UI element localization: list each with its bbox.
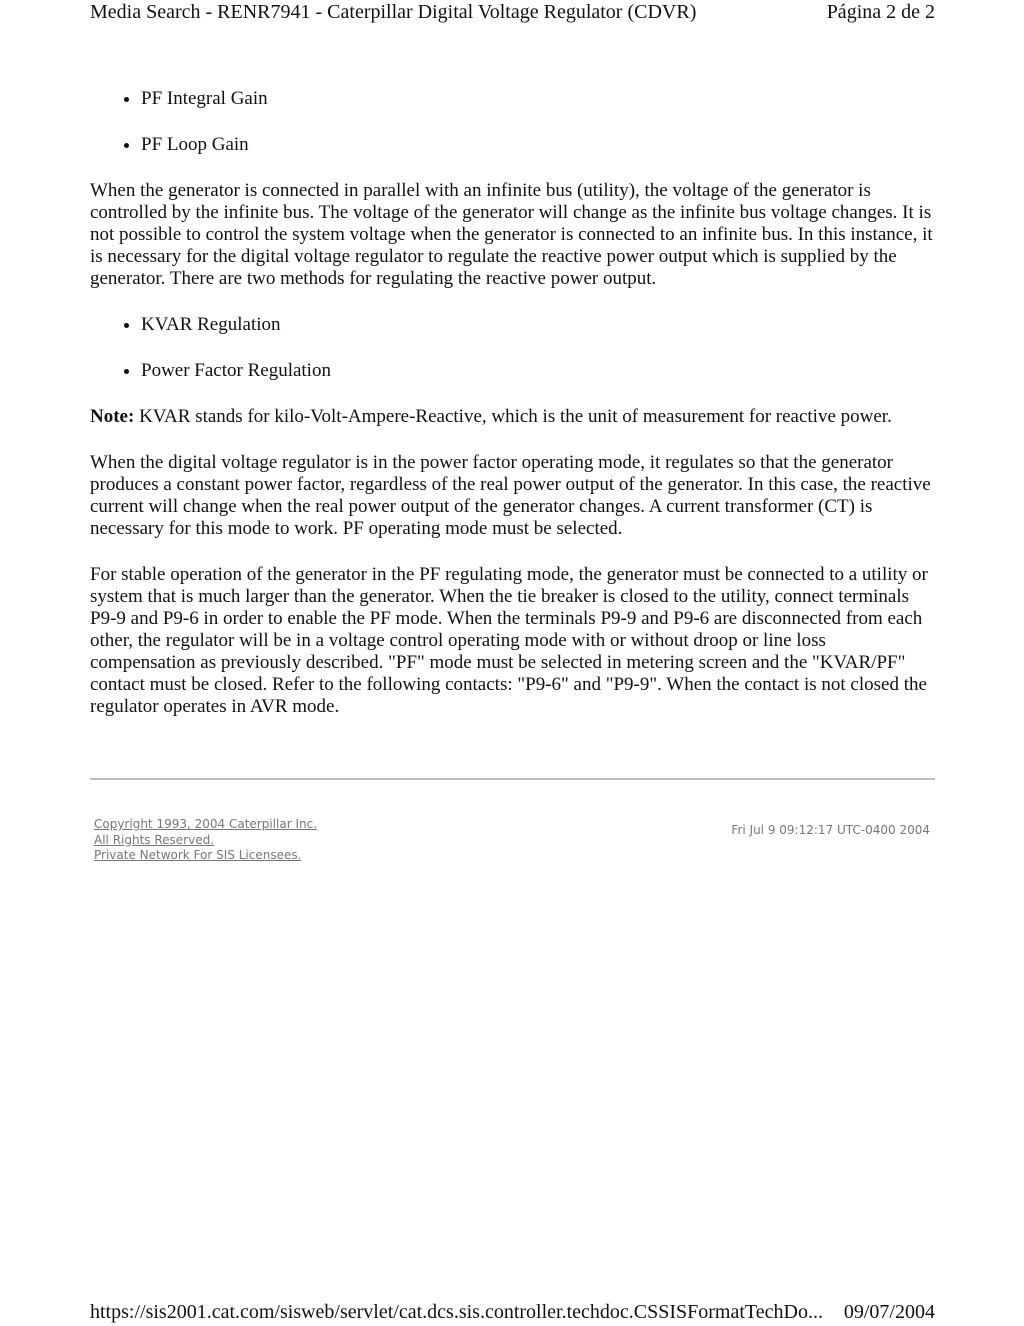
- note-text: KVAR stands for kilo-Volt-Ampere-Reactive, which is the unit of measurement for reactive power.: [134, 406, 892, 427]
- paragraph-power-factor-mode: When the digital voltage regulator is in the power factor operating mode, it regulates so that the generator produces a constant power factor, regardless of the real power output of the generator. In this case, the reactive current will change when the real power output of the generator changes. A current transformer (CT) is necessary for this mode to work. PF operating mode must be selected.: [90, 452, 931, 539]
- list-item: • Power Factor Regulation: [141, 360, 935, 382]
- page-number: Página 2 de 2: [826, 1, 935, 23]
- network-link[interactable]: Private Network For SIS Licensees.: [94, 848, 302, 862]
- list-item: • KVAR Regulation: [141, 314, 935, 336]
- list-item: • PF Integral Gain: [141, 88, 935, 110]
- paragraph-infinite-bus: When the generator is connected in parallel with an infinite bus (utility), the voltage of the generator is controlled by the infinite bus. The voltage of the generator will change as the infinite bus voltage changes. It is not possible to control the system voltage when the generator is connected to an infinite bus. In this instance, it is necessary for the digital voltage regulator to regulate the reactive power output which is supplied by the generator. There are two methods for regulating the reactive power output.: [90, 180, 933, 289]
- copyright-block: [94, 817, 317, 864]
- page-header: [90, 0, 935, 30]
- copyright-link[interactable]: Copyright 1993, 2004 Caterpillar Inc.: [94, 817, 318, 831]
- note-label: Note:: [90, 406, 135, 427]
- paragraph-stable-operation: For stable operation of the generator in the PF regulating mode, the generator must be connected to a utility or system that is much larger than the generator. When the tie breaker is closed to the utility, connect terminals P9-9 and P9-6 in order to enable the PF mode. When the terminals P9-9 and P9-6 are disconnected from each other, the regulator will be in a voltage control operating mode with or without droop or line loss compensation as previously described. "PF" mode must be selected in metering screen and the "KVAR/PF" contact must be closed. Refer to the following contacts: "P9-6" and "P9-9". When the contact is not closed the regulator operates in AVR mode.: [90, 564, 928, 717]
- list-item: • PF Loop Gain: [141, 134, 935, 156]
- footer-divider: [90, 778, 935, 780]
- note-paragraph: [90, 406, 935, 428]
- document-body: [90, 88, 935, 742]
- source-url: https://sis2001.cat.com/sisweb/servlet/cat.dcs.sis.controller.techdoc.CSSISFormatTechDo...: [90, 1301, 823, 1323]
- print-date: 09/07/2004: [843, 1301, 935, 1323]
- document-title: Media Search - RENR7941 - Caterpillar Digital Voltage Regulator (CDVR): [90, 1, 697, 23]
- rights-link[interactable]: All Rights Reserved.: [94, 832, 215, 847]
- footer-timestamp: Fri Jul 9 09:12:17 UTC-0400 2004: [731, 823, 930, 837]
- page-footer: [90, 1300, 935, 1326]
- parameter-list: [90, 88, 935, 156]
- regulation-methods-list: [90, 314, 935, 382]
